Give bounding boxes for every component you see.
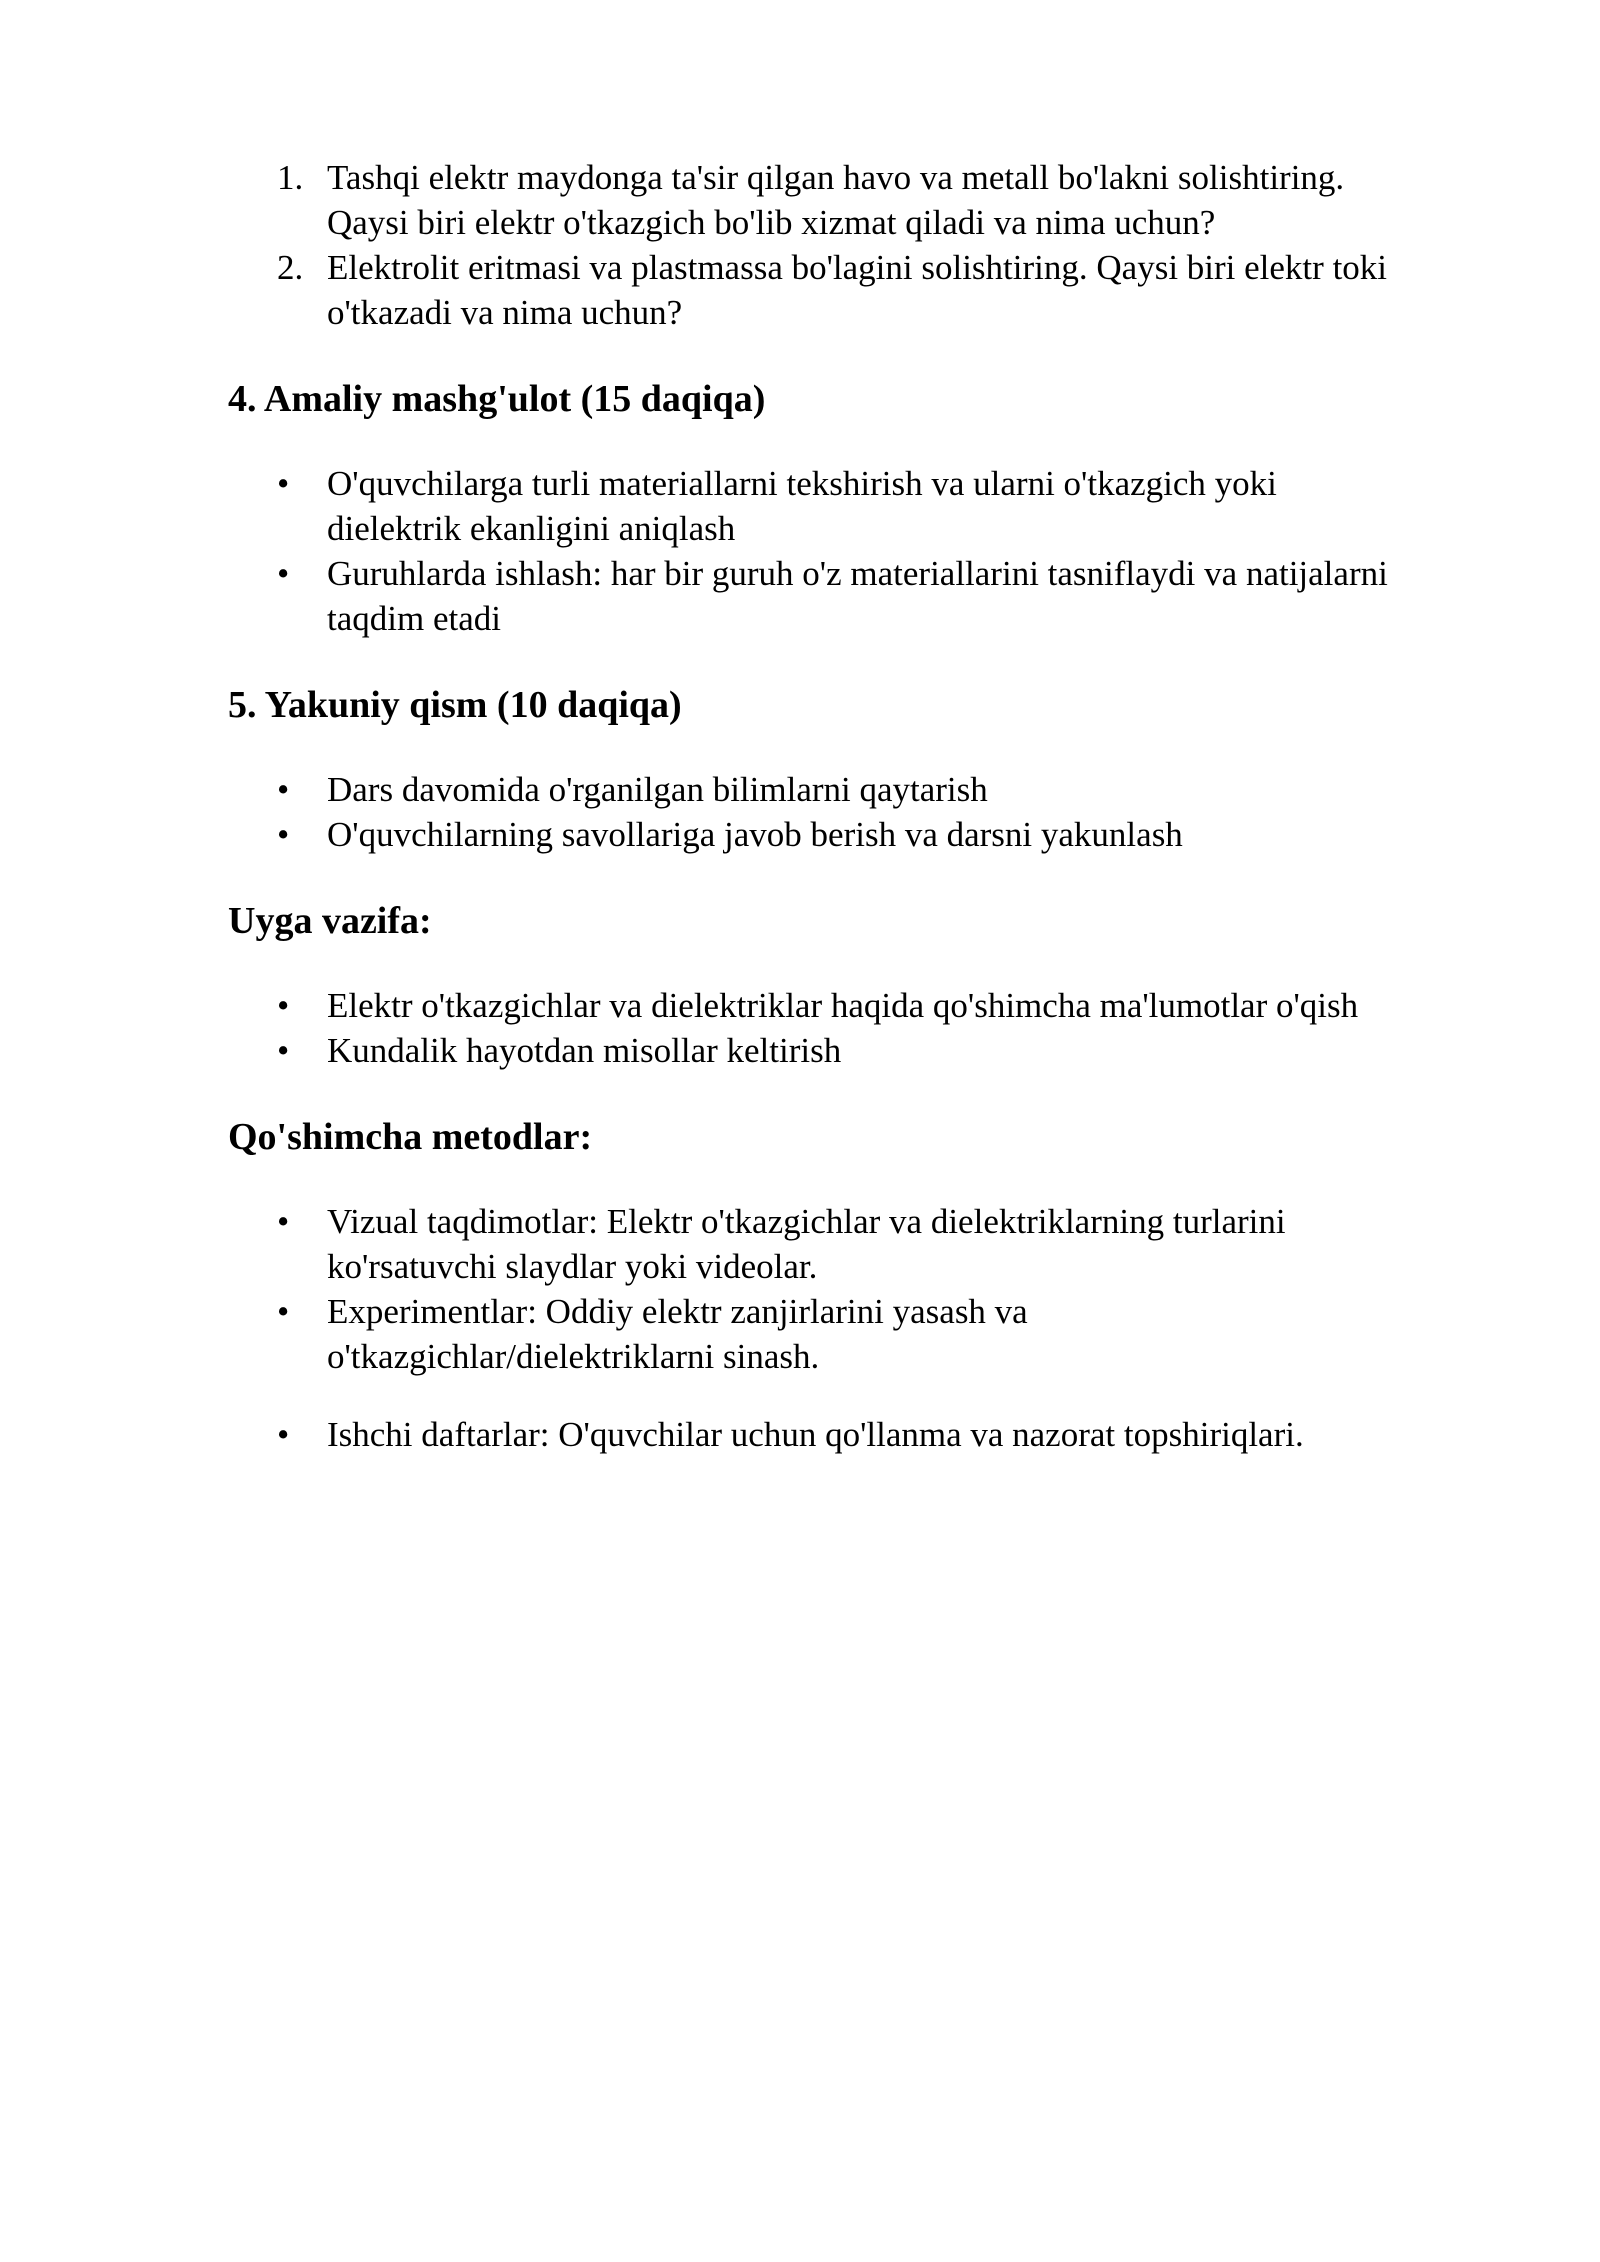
bullet-list-item [277, 1412, 1468, 1457]
list-item-text [327, 155, 1468, 245]
list-item-text [327, 983, 1468, 1028]
text-line: Elektr o'tkazgichlar va dielektriklar haqida qo'shimcha ma'lumotlar o'qish [327, 986, 1359, 1025]
text-line: O'quvchilarning savollariga javob berish va darsni yakunlash [327, 815, 1183, 854]
text-line: ko'rsatuvchi slaydlar yoki videolar. [327, 1247, 818, 1286]
text-line: Vizual taqdimotlar: Elektr o'tkazgichlar va dielektriklarning turlarini [327, 1202, 1286, 1241]
list-item-text [327, 812, 1468, 857]
numbered-list [277, 155, 1468, 335]
text-line: Guruhlarda ishlash: har bir guruh o'z materiallarini tasniflaydi va natijalarni [327, 554, 1388, 593]
list-item-text [327, 767, 1468, 812]
bullet-list-item [277, 1289, 1468, 1379]
section-heading-uyga-vazifa: Uyga vazifa: [228, 900, 432, 942]
text-line: Tashqi elektr maydonga ta'sir qilgan havo va metall bo'lakni solishtiring. [327, 158, 1345, 197]
list-item-text [327, 245, 1468, 335]
list-item-text [327, 551, 1468, 641]
bullet-marker: • [277, 815, 290, 854]
section-heading-yakuniy-qism: 5. Yakuniy qism (10 daqiqa) [228, 684, 682, 726]
list-item-text [327, 1412, 1468, 1457]
bullet-list-item [277, 767, 1468, 812]
text-line: dielektrik ekanligini aniqlash [327, 509, 736, 548]
bullet-marker: • [277, 1031, 290, 1070]
bullet-list-yakuniy [277, 767, 1468, 857]
text-line: Ishchi daftarlar: O'quvchilar uchun qo'llanma va nazorat topshiriqlari. [327, 1415, 1304, 1454]
text-line: o'tkazgichlar/dielektriklarni sinash. [327, 1337, 820, 1376]
bullet-list-item [277, 983, 1468, 1028]
bullet-marker: • [277, 554, 290, 593]
list-item-number: 2. [277, 248, 304, 287]
text-line: Experimentlar: Oddiy elektr zanjirlarini yasash va [327, 1292, 1028, 1331]
list-item-text [327, 1028, 1468, 1073]
bullet-list-amaliy [277, 461, 1468, 641]
bullet-list-item [277, 461, 1468, 551]
bullet-list-qoshimcha [277, 1199, 1468, 1457]
text-line: Qaysi biri elektr o'tkazgich bo'lib xizmat qiladi va nima uchun? [327, 203, 1216, 242]
document-body [228, 155, 1468, 1457]
bullet-list-item [277, 1028, 1468, 1073]
list-item-text [327, 1289, 1468, 1379]
section-heading-qoshimcha-metodlar: Qo'shimcha metodlar: [228, 1116, 593, 1158]
numbered-list-item [277, 155, 1468, 245]
text-line: taqdim etadi [327, 599, 501, 638]
bullet-marker: • [277, 464, 290, 503]
bullet-list-item [277, 551, 1468, 641]
text-line: Dars davomida o'rganilgan bilimlarni qaytarish [327, 770, 988, 809]
list-item-text [327, 461, 1468, 551]
list-item-text [327, 1199, 1468, 1289]
bullet-marker: • [277, 986, 290, 1025]
numbered-list-item [277, 245, 1468, 335]
bullet-list-uyga-vazifa [277, 983, 1468, 1073]
bullet-marker: • [277, 1415, 290, 1454]
bullet-marker: • [277, 770, 290, 809]
text-line: Kundalik hayotdan misollar keltirish [327, 1031, 842, 1070]
bullet-marker: • [277, 1202, 290, 1241]
list-item-number: 1. [277, 158, 304, 197]
bullet-list-item [277, 812, 1468, 857]
text-line: Elektrolit eritmasi va plastmassa bo'lagini solishtiring. Qaysi biri elektr toki [327, 248, 1388, 287]
bullet-marker: • [277, 1292, 290, 1331]
section-heading-amaliy-mashgulot: 4. Amaliy mashg'ulot (15 daqiqa) [228, 378, 766, 420]
text-line: O'quvchilarga turli materiallarni tekshirish va ularni o'tkazgich yoki [327, 464, 1277, 503]
text-line: o'tkazadi va nima uchun? [327, 293, 683, 332]
bullet-list-item [277, 1199, 1468, 1289]
